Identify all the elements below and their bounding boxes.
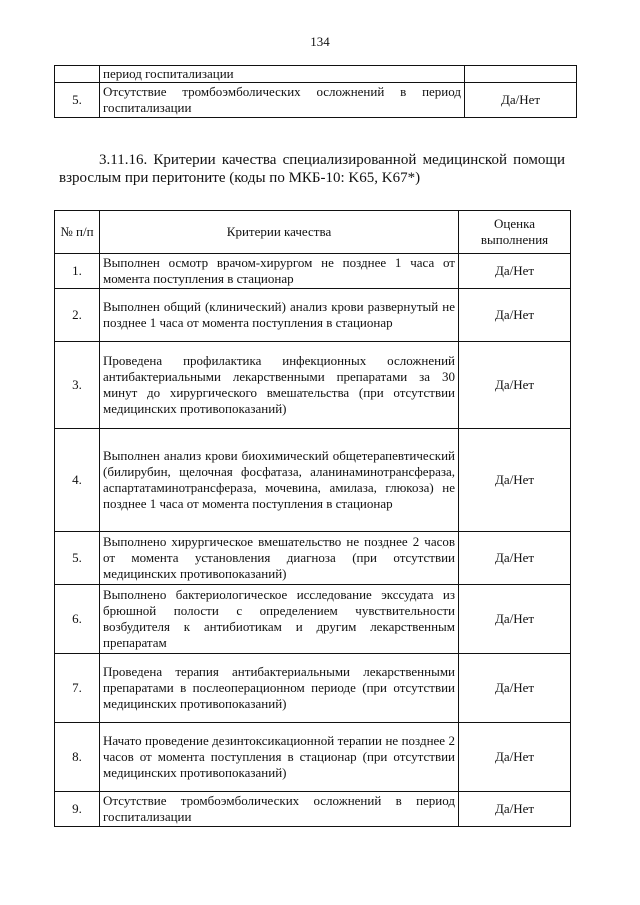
table-row: [55, 723, 571, 792]
evaluation-cell: [465, 66, 577, 83]
table-row: [55, 289, 571, 342]
top-table-continuation: [54, 65, 577, 118]
criterion-text: Отсутствие тромбоэмболических осложнений в период госпитализации: [100, 792, 459, 827]
table-row: [55, 532, 571, 585]
evaluation-cell: Да/Нет: [459, 654, 571, 723]
criterion-text: Проведена терапия антибактериальными лекарственными препаратами в послеоперационном периоде (при отсутствии медицинских противопоказаний): [100, 654, 459, 723]
evaluation-cell: Да/Нет: [459, 429, 571, 532]
row-number: 1.: [55, 254, 100, 289]
header-evaluation: Оценка выполнения: [459, 211, 571, 254]
criterion-text: Отсутствие тромбоэмболических осложнений в период госпитализации: [100, 83, 465, 118]
table-row: [55, 66, 577, 83]
row-number: 5.: [55, 532, 100, 585]
table-row: [55, 654, 571, 723]
table-row: [55, 429, 571, 532]
row-number: 2.: [55, 289, 100, 342]
evaluation-cell: Да/Нет: [459, 289, 571, 342]
table-row: [55, 792, 571, 827]
section-heading: 3.11.16. Критерии качества специализированной медицинской помощи взрослым при перитоните (коды по МКБ-10: K65, K67*): [59, 152, 565, 186]
criterion-text: Выполнено хирургическое вмешательство не позднее 2 часов от момента установления диагноза (при отсутствии медицинских противопоказаний): [100, 532, 459, 585]
evaluation-cell: Да/Нет: [459, 723, 571, 792]
criterion-text: Выполнен общий (клинический) анализ крови развернутый не позднее 1 часа от момента поступления в стационар: [100, 289, 459, 342]
criterion-text: Выполнен анализ крови биохимический общетерапевтический (билирубин, щелочная фосфатаза, аланинаминотрансфераза, аспартатаминотрансфераза, мочевина, амилаза, глюкоза) не позднее 1 часа от момента поступления в стационар: [100, 429, 459, 532]
evaluation-cell: Да/Нет: [459, 792, 571, 827]
table-header-row: [55, 211, 571, 254]
row-number: 7.: [55, 654, 100, 723]
criterion-text: Выполнено бактериологическое исследование экссудата из брюшной полости с определением чувствительности возбудителя к антибиотикам и другим лекарственным препаратам: [100, 585, 459, 654]
evaluation-cell: Да/Нет: [459, 532, 571, 585]
header-criterion: Критерии качества: [100, 211, 459, 254]
row-number: 9.: [55, 792, 100, 827]
evaluation-cell: Да/Нет: [459, 254, 571, 289]
evaluation-cell: Да/Нет: [465, 83, 577, 118]
row-number: [55, 66, 100, 83]
criterion-text: период госпитализации: [100, 66, 465, 83]
table-row: [55, 585, 571, 654]
evaluation-cell: Да/Нет: [459, 585, 571, 654]
table-row: [55, 83, 577, 118]
page-number: 134: [310, 34, 330, 49]
criterion-text: Выполнен осмотр врачом-хирургом не позднее 1 часа от момента поступления в стационар: [100, 254, 459, 289]
table-row: [55, 342, 571, 429]
criterion-text: Начато проведение дезинтоксикационной терапии не позднее 2 часов от момента поступления в стационар (при отсутствии медицинских противопоказаний): [100, 723, 459, 792]
evaluation-cell: Да/Нет: [459, 342, 571, 429]
row-number: 6.: [55, 585, 100, 654]
row-number: 8.: [55, 723, 100, 792]
row-number: 4.: [55, 429, 100, 532]
header-num: № п/п: [55, 211, 100, 254]
row-number: 5.: [55, 83, 100, 118]
quality-criteria-table: [54, 210, 571, 827]
row-number: 3.: [55, 342, 100, 429]
criterion-text: Проведена профилактика инфекционных осложнений антибактериальными лекарственными препаратами за 30 минут до хирургического вмешательства (при отсутствии медицинских противопоказаний): [100, 342, 459, 429]
table-row: [55, 254, 571, 289]
